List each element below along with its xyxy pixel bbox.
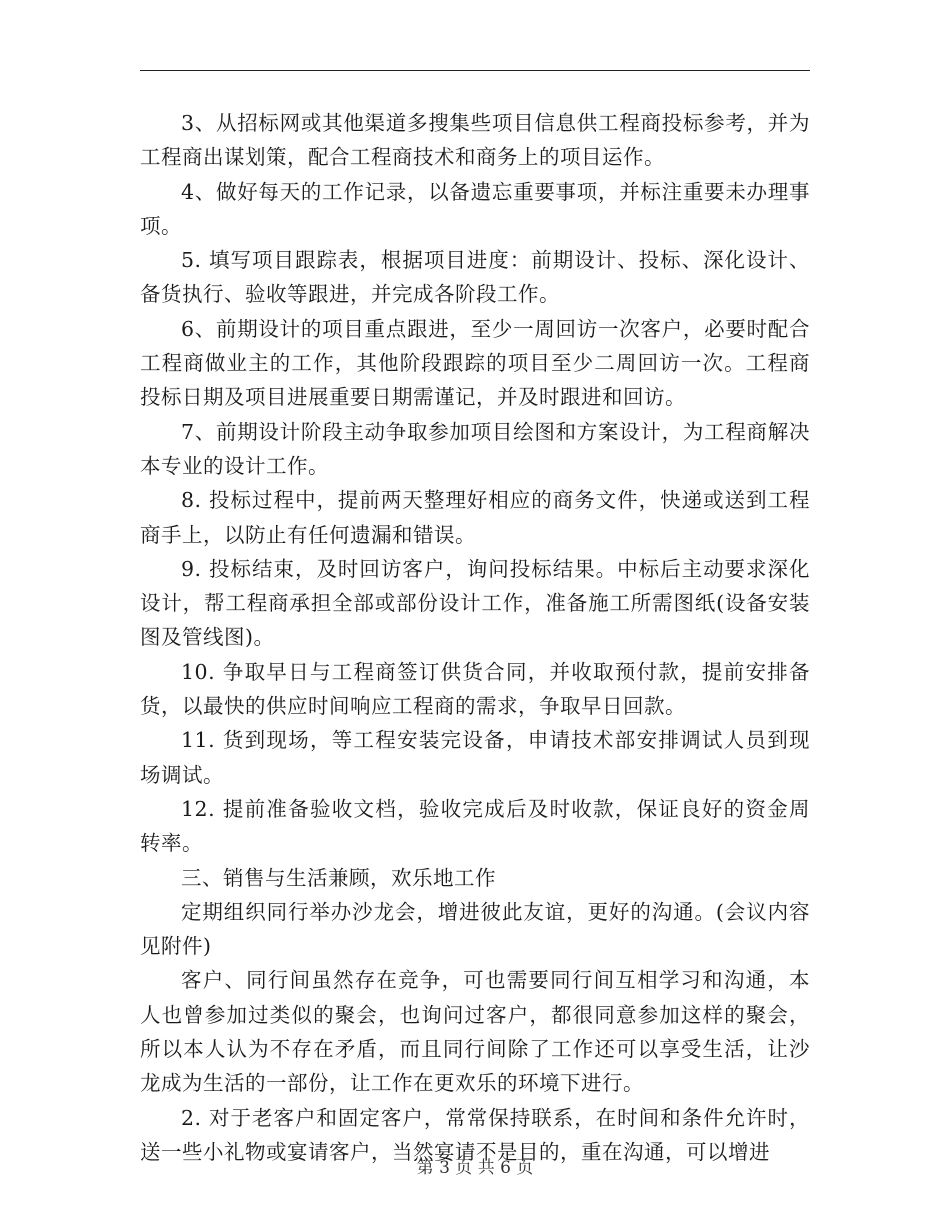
header-rule (140, 70, 810, 71)
paragraph: 7、前期设计阶段主动争取参加项目绘图和方案设计，为工程商解决本专业的设计工作。 (140, 419, 810, 478)
paragraph: 6、前期设计的项目重点跟进，至少一周回访一次客户，必要时配合工程商做业主的工作，其他阶段跟踪的项目至少二周回访一次。工程商投标日期及项目进展重要日期需谨记，并及时跟进和回访。 (140, 316, 810, 410)
paragraph: 客户、同行间虽然存在竞争，可也需要同行间互相学习和沟通，本人也曾参加过类似的聚会，也询问过客户，都很同意参加这样的聚会，所以本人认为不存在矛盾，而且同行间除了工作还可以享受生活，让沙龙成为生活的一部份，让工作在更欢乐的环境下进行。 (140, 968, 810, 1096)
document-body (140, 106, 810, 1169)
paragraph: 12. 提前准备验收文档，验收完成后及时收款，保证良好的资金周转率。 (140, 796, 810, 856)
paragraph: 8. 投标过程中，提前两天整理好相应的商务文件，快递或送到工程商手上，以防止有任何遗漏和错误。 (140, 488, 810, 547)
paragraph: 11. 货到现场，等工程安装完设备，申请技术部安排调试人员到现场调试。 (140, 728, 810, 787)
section-heading: 三、销售与生活兼顾，欢乐地工作 (181, 865, 496, 890)
paragraph: 5. 填写项目跟踪表，根据项目进度：前期设计、投标、深化设计、备货执行、验收等跟进，并完成各阶段工作。 (140, 248, 810, 307)
page-number: 第 3 页 共 6 页 (416, 1158, 534, 1178)
paragraph: 4、做好每天的工作记录，以备遗忘重要事项，并标注重要未办理事项。 (140, 179, 810, 238)
paragraph: 3、从招标网或其他渠道多搜集些项目信息供工程商投标参考，并为工程商出谋划策，配合工程商技术和商务上的项目运作。 (140, 111, 810, 170)
paragraph: 10. 争取早日与工程商签订供货合同，并收取预付款，提前安排备货，以最快的供应时间响应工程商的需求，争取早日回款。 (140, 659, 810, 719)
paragraph: 2. 对于老客户和固定客户，常常保持联系，在时间和条件允许时，送一些小礼物或宴请客户，当然宴请不是目的，重在沟通，可以增进 (140, 1105, 810, 1164)
paragraph: 9. 投标结束，及时回访客户，询问投标结果。中标后主动要求深化设计，帮工程商承担全部或部份设计工作，准备施工所需图纸(设备安装图及管线图)。 (140, 556, 810, 650)
paragraph: 定期组织同行举办沙龙会，增进彼此友谊，更好的沟通。(会议内容见附件) (140, 899, 810, 959)
